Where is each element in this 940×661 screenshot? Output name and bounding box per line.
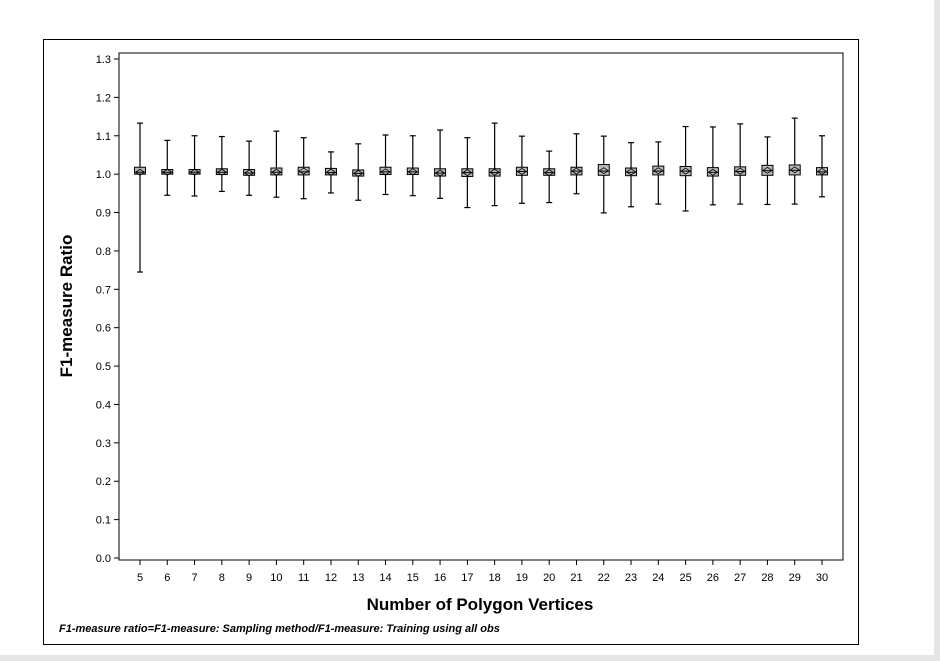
x-tick-label: 19 <box>515 572 529 584</box>
y-tick-label: 1.2 <box>95 92 111 105</box>
box-10 <box>271 131 282 197</box>
x-tick-label: 9 <box>246 572 253 584</box>
y-tick-label: 0.7 <box>95 284 111 297</box>
x-tick-label: 30 <box>815 572 829 584</box>
x-tick-label: 22 <box>597 572 610 584</box>
y-tick-label: 1.3 <box>95 54 111 66</box>
box-11 <box>298 138 309 199</box>
y-axis-title: F1-measure Ratio <box>57 234 76 378</box>
box-5 <box>135 123 146 272</box>
y-tick-label: 0.6 <box>95 322 111 335</box>
y-tick-label: 0.3 <box>95 437 111 450</box>
y-tick-label: 0.8 <box>95 245 111 258</box>
x-tick-label: 17 <box>461 572 474 584</box>
box-20 <box>544 151 555 202</box>
y-tick-label: 0.9 <box>95 207 111 220</box>
box-13 <box>353 144 364 200</box>
box-8 <box>216 137 227 192</box>
box-14 <box>380 135 391 194</box>
y-tick-label: 1.1 <box>95 130 111 143</box>
x-tick-label: 18 <box>488 572 501 584</box>
box-18 <box>489 123 500 206</box>
x-tick-label: 8 <box>218 572 225 584</box>
iqr-box <box>380 167 391 174</box>
x-tick-label: 11 <box>297 572 310 584</box>
x-tick-label: 27 <box>734 572 747 584</box>
box-27 <box>735 124 746 204</box>
box-series <box>135 118 828 272</box>
box-6 <box>162 140 173 195</box>
x-tick-label: 12 <box>324 572 338 584</box>
x-tick-label: 5 <box>136 572 144 584</box>
x-tick-label: 25 <box>679 572 692 584</box>
box-12 <box>325 152 336 193</box>
box-30 <box>817 136 828 197</box>
box-22 <box>598 136 609 213</box>
box-21 <box>571 134 582 194</box>
x-tick-label: 7 <box>191 572 198 584</box>
x-tick-label: 14 <box>379 572 392 584</box>
x-tick-label: 15 <box>406 572 419 584</box>
x-tick-label: 20 <box>543 572 556 584</box>
y-tick-label: 1.0 <box>95 169 111 182</box>
x-tick-label: 24 <box>652 572 665 584</box>
box-9 <box>244 141 255 195</box>
y-tick-label: 0.2 <box>95 476 111 489</box>
box-15 <box>407 136 418 196</box>
x-tick-label: 28 <box>761 572 774 584</box>
box-17 <box>462 138 473 208</box>
box-24 <box>653 142 664 204</box>
x-tick-label: 21 <box>570 572 583 584</box>
box-25 <box>680 127 691 211</box>
box-16 <box>435 130 446 198</box>
x-tick-label: 10 <box>270 572 283 584</box>
box-23 <box>626 143 637 207</box>
x-tick-label: 23 <box>624 572 638 584</box>
x-axis <box>137 560 828 584</box>
x-axis-title: Number of Polygon Vertices <box>366 595 594 614</box>
x-tick-label: 6 <box>164 572 171 584</box>
chart-footnote: F1-measure ratio=F1-measure: Sampling method/F1-measure: Training using all obs <box>59 623 500 635</box>
box-28 <box>762 137 773 205</box>
box-26 <box>707 127 718 205</box>
x-tick-label: 16 <box>433 572 447 584</box>
y-axis <box>96 54 119 565</box>
y-tick-label: 0.5 <box>95 361 111 374</box>
box-7 <box>189 136 200 196</box>
box-19 <box>516 136 527 203</box>
plot-area <box>119 53 843 560</box>
y-tick-label: 0.0 <box>95 553 111 565</box>
y-tick-label: 0.4 <box>95 399 111 412</box>
x-tick-label: 26 <box>706 572 720 584</box>
x-tick-label: 29 <box>788 572 801 584</box>
box-29 <box>789 118 800 204</box>
y-tick-label: 0.1 <box>95 514 111 527</box>
x-tick-label: 13 <box>352 572 365 584</box>
